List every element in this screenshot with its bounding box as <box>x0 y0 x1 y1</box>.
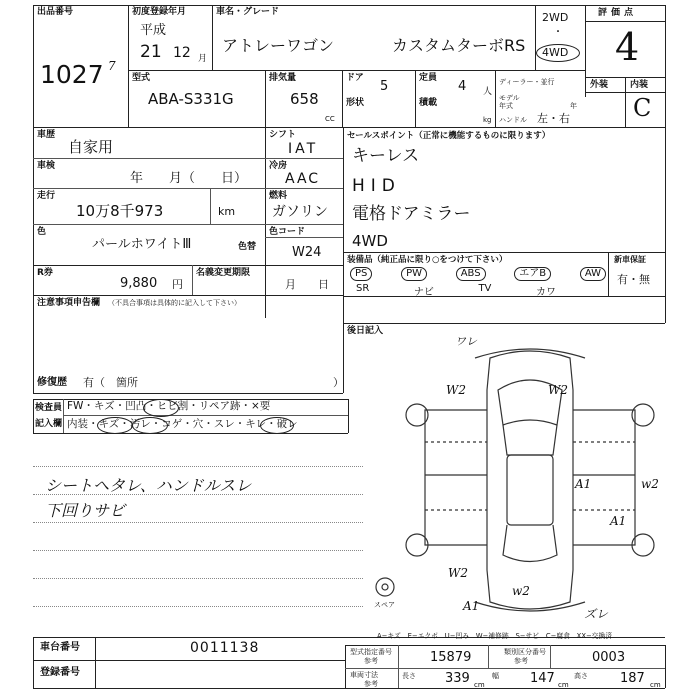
displacement-label: 排気量 <box>269 73 297 83</box>
equip-airbag: エアB <box>514 267 551 281</box>
lot-number-mark: 7 <box>108 59 116 73</box>
handle-side: 左・右 <box>537 112 570 125</box>
length-label: 長さ <box>402 672 416 680</box>
car-name: アトレーワゴン <box>222 36 335 55</box>
chassis-number: 0011138 <box>190 640 260 656</box>
sales-point-4: 4WD <box>352 232 388 250</box>
car-name-label: 車名・グレード <box>216 7 280 17</box>
equip-pw: PW <box>401 267 427 281</box>
doors: 5 <box>380 79 389 94</box>
chassis-number-label: 車台番号 <box>40 642 80 653</box>
model-year-unit: 年 <box>570 102 577 110</box>
doors-label: ドア <box>346 73 364 83</box>
name-change-label: 名義変更期限 <box>196 268 251 278</box>
repair-history-close: ） <box>333 376 344 389</box>
color-code: W24 <box>292 245 322 260</box>
body-color: パールホワイトⅢ <box>92 237 192 252</box>
score-label: 評価点 <box>598 8 638 18</box>
caution-label: 注意事項申告欄 <box>37 298 101 308</box>
inspection-date: 年 月（ 日） <box>130 171 248 186</box>
model-code: ABA-S331G <box>148 90 234 108</box>
name-change-deadline: 月 日 <box>285 278 329 291</box>
sales-point-2: HID <box>352 176 401 196</box>
sales-point-3: 電格ドアミラー <box>352 204 471 224</box>
model-code-label: 型式 <box>132 73 151 83</box>
model-cert-sub: 参考 <box>364 657 378 665</box>
ac-label: 冷房 <box>269 161 288 171</box>
handle-label: ハンドル <box>499 116 527 124</box>
displacement-unit: CC <box>325 115 335 123</box>
width-label: 幅 <box>492 672 499 680</box>
class-number: 0003 <box>592 650 626 665</box>
recycle-unit: 円 <box>172 278 183 291</box>
use-label: 車歴 <box>37 130 56 140</box>
equip-aw: AW <box>580 267 606 281</box>
car-body-diagram <box>395 330 665 630</box>
class-number-sub: 参考 <box>514 657 528 665</box>
recycle-fee: 9,880 <box>120 276 158 291</box>
damage-mark-6: A1 <box>610 514 627 528</box>
drive-separator: ・ <box>553 27 563 38</box>
car-grade: カスタムターボRS <box>392 36 526 55</box>
registration-number-label: 登録番号 <box>40 667 80 678</box>
equip-tv: TV <box>478 283 492 294</box>
class-number-label: 類別区分番号 <box>504 648 546 656</box>
month-unit: 月 <box>198 54 208 64</box>
inspector-check-row-2: 内装・キズ・汚レ・コゲ・穴・スレ・キレ・破レ <box>67 418 298 430</box>
length-unit: cm <box>474 681 485 689</box>
dealer-label: ディーラー・並行 <box>499 78 555 86</box>
recycle-label: R券 <box>37 268 53 278</box>
mileage: 10万8千973 <box>76 202 164 220</box>
air-conditioner: AAC <box>285 171 321 187</box>
interior-score: C <box>633 94 652 122</box>
vehicle-length: 339 <box>445 671 470 686</box>
exterior-label: 外装 <box>590 80 609 90</box>
damage-mark-10: ズレ <box>584 607 609 621</box>
interior-label: 内装 <box>630 80 649 90</box>
evaluation-score: 4 <box>615 25 640 69</box>
model-year-label: モデル年式 <box>499 94 520 110</box>
equip-leather: カワ <box>535 287 556 298</box>
sales-points-header: セールスポイント（正常に機能するものに限ります） <box>347 131 551 141</box>
color-code-label: 色コード <box>269 227 306 237</box>
vehicle-height: 187 <box>620 671 645 686</box>
displacement: 658 <box>290 90 319 108</box>
size-label: 車両寸法 <box>350 671 378 679</box>
damage-mark-3: W2 <box>548 383 568 397</box>
damage-mark-2: W2 <box>446 383 466 397</box>
new-car-warranty-label: 新車保証 <box>614 255 646 264</box>
drive-2wd: 2WD <box>542 11 569 24</box>
lot-number-label: 出品番号 <box>37 7 74 17</box>
fuel-label: 燃料 <box>269 191 288 201</box>
transmission: IAT <box>288 141 319 157</box>
model-cert-label: 型式指定番号 <box>350 648 392 656</box>
capacity: 4 <box>458 79 467 94</box>
inspection-label: 車検 <box>37 161 56 171</box>
capacity-label: 定員 <box>419 73 438 83</box>
height-label: 高さ <box>574 672 588 680</box>
inspector-label-1: 検査員 <box>35 403 63 413</box>
equip-navi: ナビ <box>413 287 434 298</box>
shape-label: 形状 <box>346 98 365 108</box>
repair-history: 有（ 箇所 <box>83 376 138 389</box>
lot-number: 1027 <box>40 60 104 89</box>
load-label: 積載 <box>419 98 438 108</box>
mileage-unit: km <box>218 205 236 218</box>
first-registration-year: 21 <box>140 42 162 62</box>
damage-mark-4: A1 <box>575 477 592 491</box>
equip-ps: PS <box>350 267 372 281</box>
inspector-label-2: 記入欄 <box>35 419 63 429</box>
fuel-type: ガソリン <box>272 204 328 220</box>
color-label: 色 <box>37 227 47 237</box>
first-registration-era: 平成 <box>140 23 167 38</box>
damage-mark-1: ワレ <box>455 335 477 348</box>
equip-abs: ABS <box>456 267 486 281</box>
load-unit: kg <box>483 116 492 124</box>
spare-label: スペア <box>374 601 395 609</box>
height-unit: cm <box>650 681 661 689</box>
repair-history-label: 修復歴 <box>37 377 67 388</box>
vehicle-width: 147 <box>530 671 555 686</box>
damage-mark-9: A1 <box>463 599 480 613</box>
damage-legend: A−キズ E−エクボ U−凹み W−補修跡 S−サビ C−腐食 XX−交換済 <box>377 632 613 640</box>
new-car-warranty: 有・無 <box>617 273 650 286</box>
model-cert-number: 15879 <box>430 650 472 665</box>
damage-mark-8: w2 <box>512 584 530 598</box>
drive-4wd-circled: 4WD <box>542 46 569 59</box>
handwritten-note-2: 下回りサビ <box>45 501 126 520</box>
equip-sr: SR <box>356 283 370 294</box>
inspector-check-row-1: FW・キズ・凹凸・ヒビ割・リペア跡・×要 <box>67 400 271 412</box>
handwritten-note-1: シートヘタレ、ハンドルスレ <box>45 476 252 495</box>
sales-point-1: キーレス <box>352 146 420 166</box>
caution-sub: （不具合事項は具体的に記入して下さい） <box>108 299 241 307</box>
first-registration-label: 初度登録年月 <box>132 7 187 17</box>
damage-mark-5: w2 <box>641 477 659 491</box>
size-sub: 参考 <box>364 680 378 688</box>
damage-mark-7: W2 <box>448 566 468 580</box>
after-entry-label: 後日記入 <box>347 326 384 336</box>
first-registration-month: 12 <box>173 45 191 61</box>
capacity-unit: 人 <box>483 87 493 97</box>
equipment-header: 装備品（純正品に限り○をつけて下さい） <box>347 255 508 265</box>
color-change-label: 色替 <box>238 242 257 252</box>
width-unit: cm <box>558 681 569 689</box>
vehicle-use: 自家用 <box>68 138 114 156</box>
mileage-label: 走行 <box>37 191 56 201</box>
spare-tire-icon <box>374 576 396 598</box>
shift-label: シフト <box>269 130 297 140</box>
